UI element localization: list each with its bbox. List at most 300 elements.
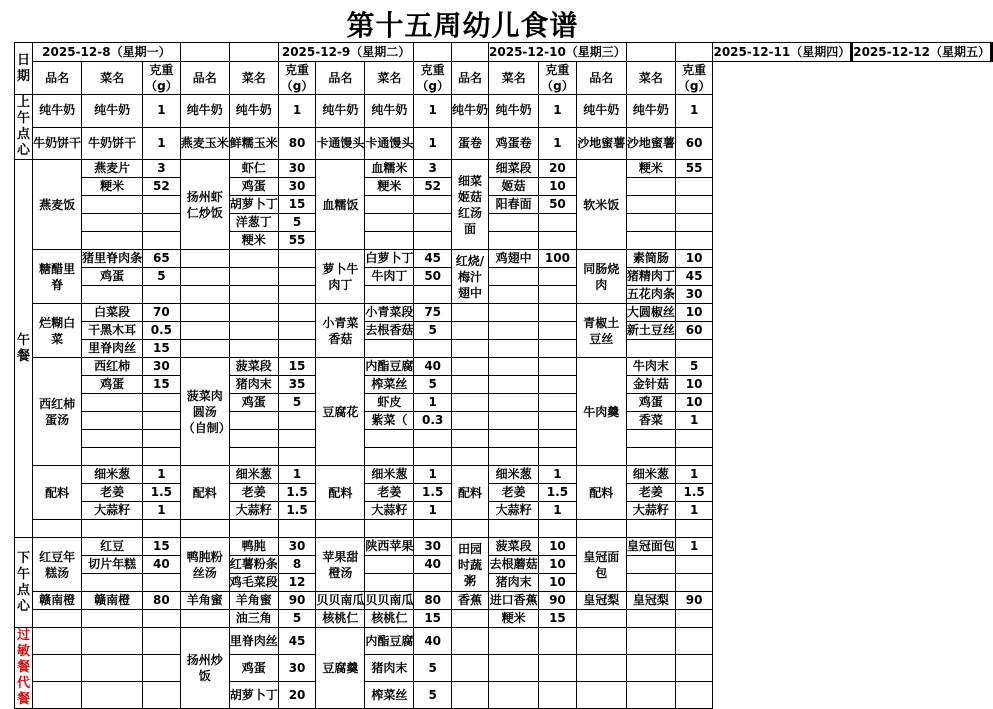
weight-cell: 10 xyxy=(675,304,713,322)
ingredient-cell: 内酯豆腐 xyxy=(365,628,414,655)
ingredient-cell: 菠菜段 xyxy=(489,538,539,556)
empty-cell xyxy=(180,520,229,538)
table-row xyxy=(15,655,993,682)
weight-cell: 52 xyxy=(414,178,452,196)
weight-cell: 10 xyxy=(675,250,713,268)
ingredient-cell: 鸡翅中 xyxy=(489,250,539,268)
weight-cell: 0.5 xyxy=(143,322,181,340)
empty-cell xyxy=(451,628,488,655)
dish-name-cell: 糖醋里脊 xyxy=(33,250,82,304)
empty-cell xyxy=(539,448,577,466)
dish-col-header: 品名 xyxy=(576,62,626,95)
table-row xyxy=(15,502,993,520)
weight-cell: 1 xyxy=(414,466,452,484)
empty-cell xyxy=(278,304,316,322)
empty-cell xyxy=(626,340,675,358)
ingredient-cell: 牛奶饼干 xyxy=(82,127,143,160)
weight-cell: 10 xyxy=(675,394,713,412)
ingredient-cell: 虾仁 xyxy=(229,160,278,178)
date-header-tue: 2025-12-9（星期二） xyxy=(278,43,414,62)
empty-cell xyxy=(675,448,713,466)
empty-cell xyxy=(143,412,181,430)
ingredient-cell: 菠菜段 xyxy=(229,358,278,376)
empty-cell xyxy=(82,196,143,214)
empty-cell xyxy=(675,682,713,709)
weight-cell: 52 xyxy=(143,178,181,196)
empty-cell xyxy=(143,430,181,448)
ingredient-cell: 纯牛奶 xyxy=(489,95,539,128)
table-row xyxy=(15,466,993,484)
ingredient-cell: 大蒜籽 xyxy=(489,502,539,520)
empty-cell xyxy=(278,268,316,286)
weight-col-header: 克重（g） xyxy=(278,62,316,95)
empty-cell xyxy=(626,610,675,628)
weight-cell: 45 xyxy=(414,250,452,268)
weight-cell: 1.5 xyxy=(278,502,316,520)
empty-cell xyxy=(278,340,316,358)
weight-cell: 5 xyxy=(278,610,316,628)
empty-cell xyxy=(626,655,675,682)
ingredient-cell: 红豆 xyxy=(82,538,143,556)
empty-cell xyxy=(229,520,278,538)
dish-name-cell: 配料 xyxy=(33,466,82,520)
weight-cell: 30 xyxy=(143,358,181,376)
weight-cell: 80 xyxy=(414,592,452,610)
ingredient-cell: 金针菇 xyxy=(626,376,675,394)
table-row xyxy=(15,394,993,412)
ingredient-cell: 纯牛奶 xyxy=(82,95,143,128)
empty-cell xyxy=(576,655,626,682)
ingredient-cell: 姬菇 xyxy=(489,178,539,196)
weight-col-header: 克重（g） xyxy=(143,62,181,95)
ingredient-cell: 细米葱 xyxy=(626,466,675,484)
empty-cell xyxy=(278,250,316,268)
dish-name-cell: 青椒土豆丝 xyxy=(576,304,626,358)
ingredient-cell: 细米葱 xyxy=(365,466,414,484)
empty-cell xyxy=(451,655,488,682)
table-row xyxy=(15,322,993,340)
empty-cell xyxy=(675,556,713,574)
ingredient-cell: 羊角蜜 xyxy=(229,592,278,610)
empty-cell xyxy=(576,628,626,655)
weight-cell: 5 xyxy=(414,376,452,394)
weight-cell: 1.5 xyxy=(143,484,181,502)
table-row xyxy=(15,268,993,286)
empty-cell xyxy=(539,520,577,538)
empty-cell xyxy=(626,214,675,232)
empty-cell xyxy=(82,430,143,448)
empty-cell xyxy=(489,232,539,250)
table-row xyxy=(15,62,993,95)
empty-cell xyxy=(82,610,143,628)
table-row xyxy=(15,43,993,62)
dish-col-header: 品名 xyxy=(316,62,365,95)
weight-cell: 60 xyxy=(675,127,713,160)
empty-cell xyxy=(229,304,278,322)
weight-cell: 5 xyxy=(278,214,316,232)
ingredient-cell: 鸡蛋 xyxy=(229,394,278,412)
empty-cell xyxy=(365,340,414,358)
empty-cell xyxy=(539,232,577,250)
empty-cell xyxy=(229,430,278,448)
weight-cell: 5 xyxy=(414,322,452,340)
table-row xyxy=(15,520,993,538)
empty-cell xyxy=(539,322,577,340)
weight-cell: 50 xyxy=(414,268,452,286)
date-label-cell: 日期 xyxy=(15,43,33,95)
empty-cell xyxy=(451,520,488,538)
weight-cell: 75 xyxy=(414,304,452,322)
ingredient-cell: 燕麦片 xyxy=(82,160,143,178)
weight-cell: 5 xyxy=(414,655,452,682)
dish-name-cell: 牛奶饼干 xyxy=(33,127,82,160)
ingredient-cell: 西红柿 xyxy=(82,358,143,376)
table-row xyxy=(15,286,993,304)
empty-cell xyxy=(180,268,229,286)
empty-cell xyxy=(365,286,414,304)
empty-cell xyxy=(451,394,488,412)
empty-cell xyxy=(33,655,82,682)
empty-cell xyxy=(414,196,452,214)
weight-cell: 80 xyxy=(143,592,181,610)
weight-cell: 1.5 xyxy=(539,484,577,502)
empty-cell xyxy=(539,214,577,232)
table-row xyxy=(15,448,993,466)
dish-name-cell: 核桃仁 xyxy=(316,610,365,628)
table-row xyxy=(15,484,993,502)
ingredient-cell xyxy=(365,556,414,574)
empty-cell xyxy=(180,322,229,340)
empty-cell xyxy=(180,340,229,358)
ingredient-cell: 鸡蛋卷 xyxy=(489,127,539,160)
empty-cell xyxy=(365,232,414,250)
ingredient-cell: 粳米 xyxy=(82,178,143,196)
weight-cell: 1 xyxy=(539,95,577,128)
empty-cell xyxy=(82,286,143,304)
empty-cell xyxy=(626,574,675,592)
ingredient-cell: 榨菜丝 xyxy=(365,682,414,709)
empty-cell xyxy=(278,448,316,466)
ingredient-col-header: 菜名 xyxy=(82,62,143,95)
empty-cell xyxy=(143,682,181,709)
empty-cell xyxy=(414,214,452,232)
weight-cell: 1 xyxy=(675,412,713,430)
dish-name-cell: 田园时蔬粥 xyxy=(451,538,488,592)
table-row xyxy=(15,358,993,376)
table-row xyxy=(15,304,993,322)
empty-cell xyxy=(675,430,713,448)
weight-cell: 1 xyxy=(675,538,713,556)
empty-cell xyxy=(675,574,713,592)
empty-cell xyxy=(576,610,626,628)
menu-table xyxy=(14,42,993,709)
ingredient-cell: 大蒜籽 xyxy=(365,502,414,520)
empty-cell xyxy=(33,682,82,709)
dish-name-cell: 皇冠梨 xyxy=(576,592,626,610)
ingredient-cell: 素筒肠 xyxy=(626,250,675,268)
ingredient-cell: 纯牛奶 xyxy=(365,95,414,128)
weight-cell: 5 xyxy=(675,358,713,376)
dish-name-cell: 西红柿蛋汤 xyxy=(33,358,82,466)
empty-cell xyxy=(539,682,577,709)
dish-name-cell: 萝卜牛肉丁 xyxy=(316,250,365,304)
empty-cell xyxy=(626,520,675,538)
ingredient-cell: 里脊肉丝 xyxy=(229,628,278,655)
ingredient-cell: 鸡蛋 xyxy=(229,178,278,196)
ingredient-cell: 粳米 xyxy=(489,610,539,628)
empty-cell xyxy=(489,322,539,340)
table-row xyxy=(15,160,993,178)
ingredient-cell: 红薯粉条 xyxy=(229,556,278,574)
weight-cell: 1 xyxy=(414,502,452,520)
ingredient-cell: 细米葱 xyxy=(229,466,278,484)
empty-cell xyxy=(365,196,414,214)
weight-cell: 1 xyxy=(414,394,452,412)
dish-name-cell: 红豆年糕汤 xyxy=(33,538,82,592)
empty-cell xyxy=(451,322,488,340)
table-row xyxy=(15,556,993,574)
ingredient-cell: 白萝卜丁 xyxy=(365,250,414,268)
date-header-thu: 2025-12-11（星期四） xyxy=(713,43,851,62)
empty-cell xyxy=(539,628,577,655)
weight-cell: 30 xyxy=(278,178,316,196)
empty-cell xyxy=(489,268,539,286)
ingredient-cell: 纯牛奶 xyxy=(229,95,278,128)
weight-col-header: 克重（g） xyxy=(414,62,452,95)
empty-cell xyxy=(82,628,143,655)
empty-cell xyxy=(539,412,577,430)
empty-cell xyxy=(489,520,539,538)
ingredient-cell: 猪肉末 xyxy=(489,574,539,592)
ingredient-cell: 皇冠梨 xyxy=(626,592,675,610)
empty-cell xyxy=(180,610,229,628)
weight-cell: 10 xyxy=(539,574,577,592)
empty-cell xyxy=(82,448,143,466)
weight-cell: 1 xyxy=(539,127,577,160)
ingredient-cell: 紫菜（ xyxy=(365,412,414,430)
empty-cell xyxy=(451,358,488,376)
weight-cell: 5 xyxy=(414,682,452,709)
empty-cell xyxy=(675,196,713,214)
weight-cell: 12 xyxy=(278,574,316,592)
ingredient-cell: 虾皮 xyxy=(365,394,414,412)
empty-cell xyxy=(451,304,488,322)
ingredient-cell: 胡萝卜丁 xyxy=(229,682,278,709)
table-row xyxy=(15,178,993,196)
table-row xyxy=(15,214,993,232)
table-row xyxy=(15,628,993,655)
weight-cell: 15 xyxy=(414,610,452,628)
weight-cell: 10 xyxy=(539,538,577,556)
weight-cell: 55 xyxy=(278,232,316,250)
weight-cell: 15 xyxy=(278,358,316,376)
empty-cell xyxy=(626,682,675,709)
empty-cell xyxy=(451,682,488,709)
weight-col-header: 克重（g） xyxy=(539,62,577,95)
empty-cell xyxy=(414,286,452,304)
ingredient-cell: 鸡蛋 xyxy=(82,376,143,394)
empty-cell xyxy=(539,430,577,448)
empty-cell xyxy=(489,394,539,412)
ingredient-cell: 核桃仁 xyxy=(365,610,414,628)
weight-cell: 1.5 xyxy=(278,484,316,502)
table-row xyxy=(15,682,993,709)
empty-cell xyxy=(82,232,143,250)
dish-name-cell: 豆腐花 xyxy=(316,358,365,466)
ingredient-cell: 老姜 xyxy=(82,484,143,502)
table-row xyxy=(15,610,993,628)
dish-name-cell: 同肠烧肉 xyxy=(576,250,626,304)
dish-name-cell: 配料 xyxy=(451,466,488,520)
dish-name-cell: 扬州炒饭 xyxy=(180,628,229,709)
weight-cell: 30 xyxy=(414,538,452,556)
empty-cell xyxy=(489,304,539,322)
ingredient-cell: 榨菜丝 xyxy=(365,376,414,394)
dish-name-cell: 菠菜肉圆汤（自制） xyxy=(180,358,229,466)
weight-cell: 1 xyxy=(143,127,181,160)
empty-cell xyxy=(451,430,488,448)
ingredient-cell: 鸭肫 xyxy=(229,538,278,556)
empty-cell xyxy=(539,394,577,412)
empty-cell xyxy=(82,394,143,412)
empty-cell xyxy=(539,268,577,286)
table-row xyxy=(15,574,993,592)
dish-name-cell: 贝贝南瓜 xyxy=(316,592,365,610)
dish-name-cell: 配料 xyxy=(180,466,229,520)
ingredient-cell: 血糯米 xyxy=(365,160,414,178)
ingredient-cell: 粳米 xyxy=(626,160,675,178)
weight-cell: 60 xyxy=(675,322,713,340)
weight-cell: 10 xyxy=(539,178,577,196)
ingredient-cell: 纯牛奶 xyxy=(626,95,675,128)
empty-cell xyxy=(675,340,713,358)
empty-cell xyxy=(82,574,143,592)
weight-cell: 10 xyxy=(675,376,713,394)
dish-name-cell: 香蕉 xyxy=(451,592,488,610)
weight-cell: 1 xyxy=(675,466,713,484)
dish-name-cell: 小青菜香菇 xyxy=(316,304,365,358)
empty-cell xyxy=(278,412,316,430)
dish-name-cell: 豆腐羹 xyxy=(316,628,365,709)
empty-cell xyxy=(675,628,713,655)
date-header-fri: 2025-12-12（星期五） xyxy=(853,43,991,62)
empty-cell xyxy=(229,322,278,340)
empty-cell xyxy=(489,286,539,304)
weight-cell: 15 xyxy=(143,340,181,358)
empty-cell xyxy=(626,196,675,214)
empty-cell xyxy=(626,628,675,655)
empty-cell xyxy=(143,394,181,412)
empty-cell xyxy=(229,286,278,304)
table-row xyxy=(15,250,993,268)
weight-cell: 1.5 xyxy=(675,484,713,502)
weight-cell: 3 xyxy=(414,160,452,178)
weight-cell: 15 xyxy=(143,538,181,556)
empty-cell xyxy=(180,286,229,304)
ingredient-cell: 五花肉条 xyxy=(626,286,675,304)
meal-lunch: 午餐 xyxy=(15,160,33,538)
empty-cell xyxy=(365,574,414,592)
ingredient-cell: 老姜 xyxy=(229,484,278,502)
empty-cell xyxy=(414,43,452,62)
table-row xyxy=(15,196,993,214)
empty-cell xyxy=(451,610,488,628)
empty-cell xyxy=(489,448,539,466)
ingredient-cell: 老姜 xyxy=(365,484,414,502)
empty-cell xyxy=(82,412,143,430)
empty-cell xyxy=(675,232,713,250)
empty-cell xyxy=(675,214,713,232)
dish-name-cell: 软米饭 xyxy=(576,160,626,250)
weight-cell: 40 xyxy=(414,556,452,574)
empty-cell xyxy=(180,304,229,322)
weight-cell: 40 xyxy=(414,628,452,655)
meal-afternoon: 下午点心 xyxy=(15,538,33,628)
empty-cell xyxy=(414,340,452,358)
ingredient-cell: 粳米 xyxy=(229,232,278,250)
empty-cell xyxy=(33,610,82,628)
empty-cell xyxy=(143,232,181,250)
dish-name-cell: 卡通馒头 xyxy=(316,127,365,160)
empty-cell xyxy=(539,286,577,304)
empty-cell xyxy=(316,520,365,538)
weight-cell: 90 xyxy=(278,592,316,610)
weight-cell: 1 xyxy=(675,502,713,520)
weight-cell: 45 xyxy=(675,268,713,286)
dish-name-cell: 鸭肫粉丝汤 xyxy=(180,538,229,592)
weight-cell: 1 xyxy=(143,95,181,128)
ingredient-cell: 卡通馒头 xyxy=(365,127,414,160)
ingredient-cell: 油三角 xyxy=(229,610,278,628)
ingredient-col-header: 菜名 xyxy=(229,62,278,95)
ingredient-cell: 牛肉末 xyxy=(626,358,675,376)
empty-cell xyxy=(180,250,229,268)
ingredient-cell: 白菜段 xyxy=(82,304,143,322)
ingredient-cell: 鸡蛋 xyxy=(229,655,278,682)
empty-cell xyxy=(278,286,316,304)
dish-col-header: 品名 xyxy=(451,62,488,95)
ingredient-cell: 牛肉丁 xyxy=(365,268,414,286)
empty-cell xyxy=(489,430,539,448)
weight-cell: 90 xyxy=(539,592,577,610)
table-row xyxy=(15,232,993,250)
dish-name-cell: 烂糊白菜 xyxy=(33,304,82,358)
ingredient-cell: 猪里脊肉条 xyxy=(82,250,143,268)
empty-cell xyxy=(365,214,414,232)
meal-morning: 上午点心 xyxy=(15,95,33,160)
empty-cell xyxy=(489,655,539,682)
empty-cell xyxy=(539,304,577,322)
empty-cell xyxy=(278,430,316,448)
dish-name-cell: 血糯饭 xyxy=(316,160,365,250)
empty-cell xyxy=(33,520,82,538)
empty-cell xyxy=(414,232,452,250)
empty-cell xyxy=(143,610,181,628)
weight-cell: 20 xyxy=(539,160,577,178)
ingredient-cell: 皇冠面包 xyxy=(626,538,675,556)
dish-name-cell: 燕麦饭 xyxy=(33,160,82,250)
empty-cell xyxy=(451,340,488,358)
ingredient-cell: 去根蘑菇 xyxy=(489,556,539,574)
empty-cell xyxy=(82,520,143,538)
empty-cell xyxy=(451,376,488,394)
empty-cell xyxy=(229,268,278,286)
table-row xyxy=(15,538,993,556)
empty-cell xyxy=(675,178,713,196)
weight-cell: 10 xyxy=(539,556,577,574)
empty-cell xyxy=(489,628,539,655)
dish-col-header: 品名 xyxy=(33,62,82,95)
